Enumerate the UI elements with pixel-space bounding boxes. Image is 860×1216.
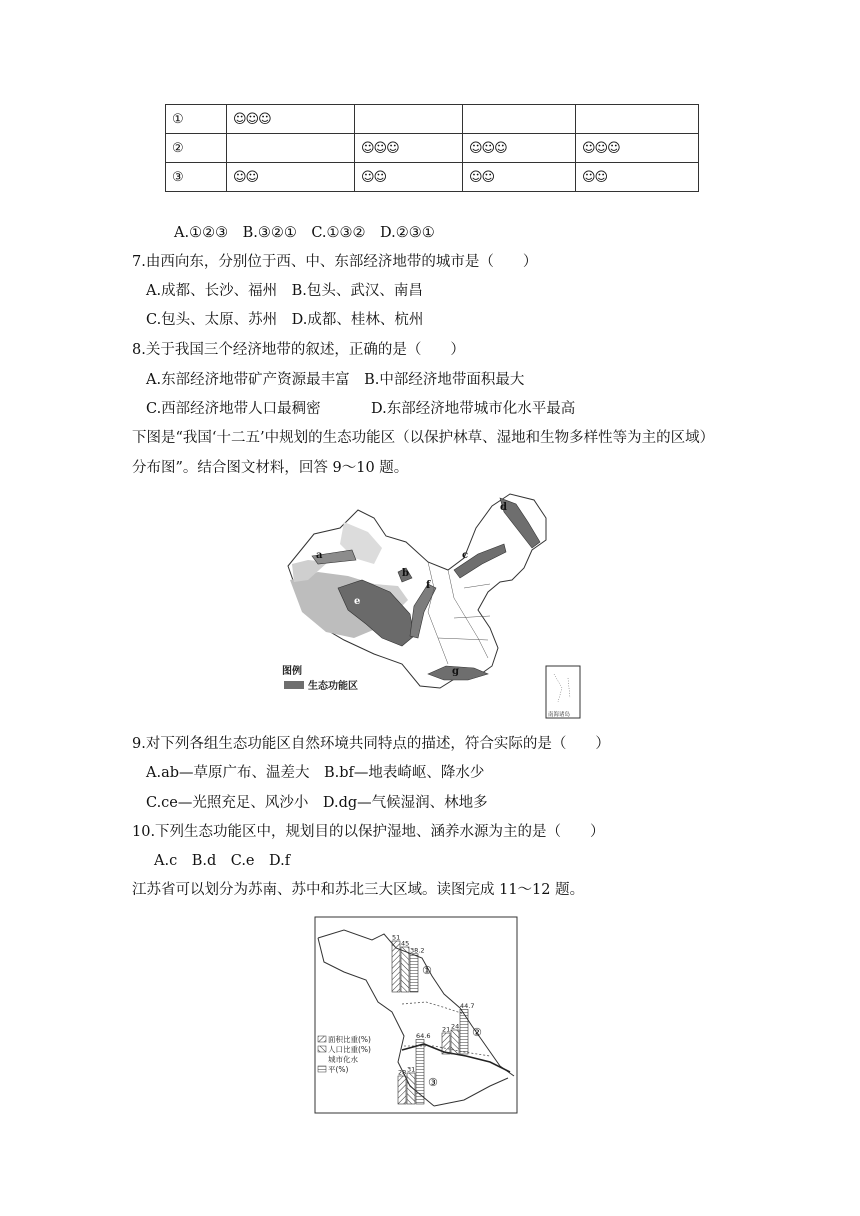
region-label: ③ <box>428 1076 438 1089</box>
bar-urbanization <box>416 1039 424 1104</box>
table-cell: ☺☺☺ <box>227 105 355 134</box>
table-cell: ☺☺☺ <box>576 134 699 163</box>
bar-urbanization <box>460 1009 468 1054</box>
bar-population-label: 45 <box>401 939 410 948</box>
legend-population-swatch <box>318 1046 326 1052</box>
zone-label-e: e <box>354 596 361 607</box>
china-eco-zone-map <box>278 488 584 720</box>
zone-label-b: b <box>402 568 409 579</box>
bar-urbanization-label: 44.7 <box>460 1001 475 1010</box>
table-cell <box>227 134 355 163</box>
q8-options-ab: A.东部经济地带矿产资源最丰富 B.中部经济地带面积最大 <box>146 372 525 388</box>
q7-stem: 7.由西向东，分别位于西、中、东部经济地带的城市是（ ） <box>132 254 538 270</box>
inset-label: 南海诸岛 <box>548 712 571 718</box>
q9-options-cd: C.ce—光照充足、风沙小 D.dg—气候湿润、林地多 <box>146 795 488 811</box>
legend-urban-line2: 平(%) <box>328 1065 349 1074</box>
q8-option-c: C.西部经济地带人口最稠密 <box>146 401 321 417</box>
table-cell <box>355 105 463 134</box>
bar-area <box>392 941 400 992</box>
bar-area-label: 28 <box>398 1068 407 1077</box>
bar-population <box>401 947 409 992</box>
q7-options-cd: C.包头、太原、苏州 D.成都、桂林、杭州 <box>146 312 424 328</box>
bar-urbanization-label: 38.2 <box>410 946 425 955</box>
table-row <box>166 105 699 134</box>
q10-options: A.c B.d C.e D.f <box>154 853 291 869</box>
q8-option-d: D.东部经济地带城市化水平最高 <box>371 401 576 417</box>
zone-label-g: g <box>452 666 459 677</box>
table-row <box>166 163 699 192</box>
legend-area-swatch <box>318 1036 326 1042</box>
south-china-sea-inset <box>546 666 580 718</box>
q7-options-ab: A.成都、长沙、福州 B.包头、武汉、南昌 <box>146 283 423 299</box>
bar-area <box>442 1033 450 1054</box>
table-cell: ☺☺ <box>227 163 355 192</box>
table-cell: ☺☺ <box>463 163 576 192</box>
q6-options: A.①②③ B.③②① C.①③② D.②③① <box>174 225 435 241</box>
legend-urban-swatch <box>318 1066 326 1072</box>
table-cell <box>463 105 576 134</box>
zone-label-d: d <box>500 502 507 513</box>
region-label: ① <box>422 964 432 977</box>
q10-stem: 10.下列生态功能区中，规划目的以保护湿地、涵养水源为主的是（ ） <box>132 824 605 840</box>
q8-stem: 8.关于我国三个经济地带的叙述，正确的是（ ） <box>132 342 465 358</box>
legend-swatch <box>284 681 304 689</box>
legend-item: 生态功能区 <box>308 681 358 692</box>
table-cell <box>576 105 699 134</box>
table-cell: ☺☺ <box>355 163 463 192</box>
rating-table <box>165 104 699 192</box>
bar-population-label: 31 <box>407 1065 416 1074</box>
jiangsu-region-map <box>314 916 518 1114</box>
legend-area: 面积比重(%) <box>328 1035 371 1044</box>
map-legend <box>282 664 358 692</box>
table-cell: ☺☺ <box>576 163 699 192</box>
table-row <box>166 134 699 163</box>
legend-population: 人口比重(%) <box>328 1045 371 1054</box>
intro1-line2: 分布图”。结合图文材料，回答 9～10 题。 <box>132 460 409 476</box>
q9-stem: 9.对下列各组生态功能区自然环境共同特点的描述，符合实际的是（ ） <box>132 736 610 752</box>
q9-options-ab: A.ab—草原广布、温差大 B.bf—地表崎岖、降水少 <box>146 765 485 781</box>
zone-label-f: f <box>426 580 431 591</box>
bar-urbanization <box>410 954 418 992</box>
row-label: ② <box>166 134 227 163</box>
zone-label-c: c <box>462 550 469 561</box>
legend-urban-line1: 城市化水 <box>328 1055 358 1064</box>
row-label: ③ <box>166 163 227 192</box>
bar-area-label: 21 <box>442 1025 451 1034</box>
bar-urbanization-label: 64.6 <box>416 1031 431 1040</box>
bar-population <box>407 1073 415 1104</box>
legend-title: 图例 <box>282 666 302 677</box>
bar-area <box>398 1076 406 1104</box>
bar-population-label: 24 <box>451 1022 460 1031</box>
region-label: ② <box>472 1026 482 1039</box>
intro2: 江苏省可以划分为苏南、苏中和苏北三大区域。读图完成 11～12 题。 <box>132 882 585 898</box>
zone-label-a: a <box>316 550 323 561</box>
bar-area-label: 51 <box>392 933 401 942</box>
bar-population <box>451 1030 459 1054</box>
table-cell: ☺☺☺ <box>463 134 576 163</box>
row-label: ① <box>166 105 227 134</box>
table-cell: ☺☺☺ <box>355 134 463 163</box>
intro1-line1: 下图是“我国‘十二五’中规划的生态功能区（以保护林草、湿地和生物多样性等为主的区域） <box>132 430 715 446</box>
